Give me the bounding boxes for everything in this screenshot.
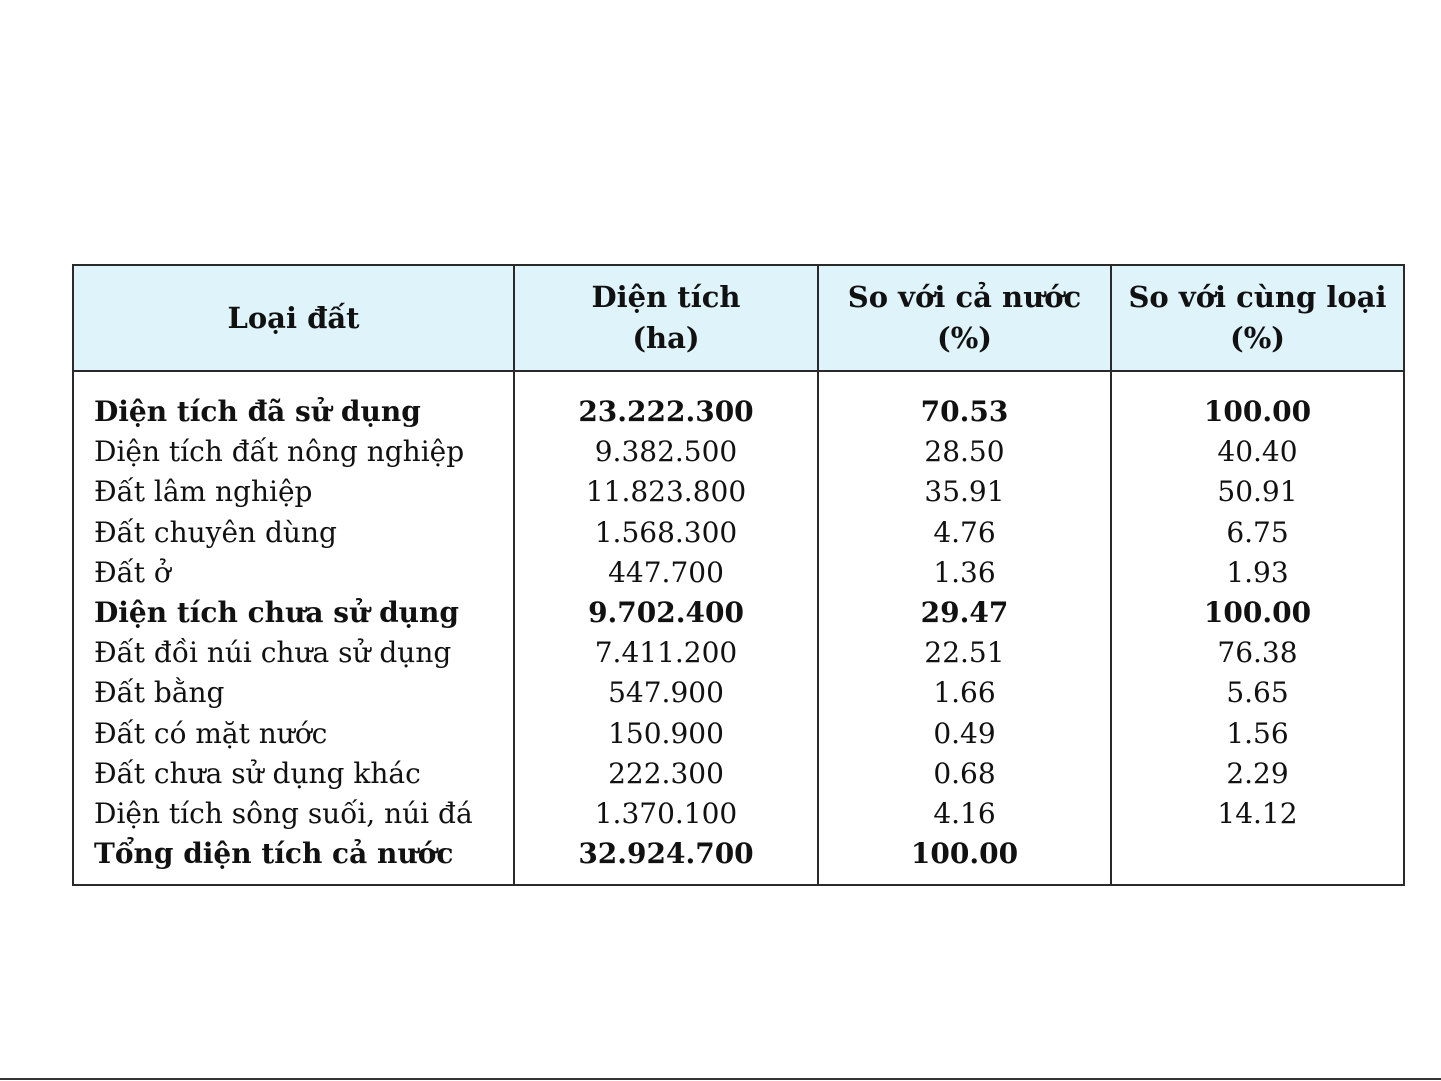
cell-pct-category: 76.38 xyxy=(1217,636,1298,670)
cell-area: 7.411.200 xyxy=(594,636,738,670)
cell-area: 447.700 xyxy=(608,555,724,589)
header-pct-category-unit: (%) xyxy=(1230,321,1285,355)
cell-area: 32.924.700 xyxy=(578,837,754,871)
header-area-label: Diện tích xyxy=(591,280,741,314)
header-pct-category xyxy=(1112,266,1403,370)
cell-pct-category: 6.75 xyxy=(1226,515,1289,549)
cell-area: 1.568.300 xyxy=(594,515,738,549)
cell-label: Đất lâm nghiệp xyxy=(94,475,313,509)
cell-pct-country: 29.47 xyxy=(920,595,1009,629)
cell-label: Diện tích đất nông nghiệp xyxy=(94,435,465,469)
cell-area: 9.382.500 xyxy=(594,435,738,469)
column-pct-category xyxy=(1112,372,1403,884)
cell-area: 11.823.800 xyxy=(585,475,747,509)
cell-label: Đất bằng xyxy=(94,676,225,710)
cell-pct-country: 0.68 xyxy=(933,756,996,790)
cell-pct-category xyxy=(1112,834,1403,874)
cell-pct-category: 14.12 xyxy=(1217,796,1298,830)
cell-pct-country: 0.49 xyxy=(933,716,996,750)
cell-pct-country: 70.53 xyxy=(920,395,1009,428)
land-use-table xyxy=(72,264,1405,886)
cell-label: Đất ở xyxy=(94,555,171,589)
cell-label: Đất chưa sử dụng khác xyxy=(94,756,421,790)
cell-pct-category: 1.93 xyxy=(1226,555,1289,589)
cell-pct-country: 100.00 xyxy=(910,837,1019,871)
cell-pct-country: 1.36 xyxy=(933,555,996,589)
cell-area: 150.900 xyxy=(608,716,724,750)
column-pct-country xyxy=(819,372,1112,884)
cell-pct-country: 28.50 xyxy=(924,435,1005,469)
cell-pct-country: 35.91 xyxy=(924,475,1005,509)
cell-area: 222.300 xyxy=(608,756,724,790)
cell-pct-category: 1.56 xyxy=(1226,716,1289,750)
cell-pct-country: 22.51 xyxy=(924,636,1005,670)
column-land-type xyxy=(74,372,515,884)
header-pct-category-label: So với cùng loại xyxy=(1128,280,1387,314)
cell-pct-category: 5.65 xyxy=(1226,676,1289,710)
cell-pct-category: 100.00 xyxy=(1203,395,1312,428)
cell-area: 23.222.300 xyxy=(578,395,754,428)
cell-pct-category: 2.29 xyxy=(1226,756,1289,790)
header-land-type-label: Loại đất xyxy=(227,300,360,335)
cell-pct-country: 4.16 xyxy=(933,796,996,830)
cell-label: Tổng diện tích cả nước xyxy=(94,837,454,871)
header-area-unit: (ha) xyxy=(632,321,700,355)
header-pct-country xyxy=(819,266,1112,370)
cell-pct-category: 50.91 xyxy=(1217,475,1298,509)
header-pct-country-label: So với cả nước xyxy=(847,280,1082,314)
header-pct-country-unit: (%) xyxy=(937,321,992,355)
column-area xyxy=(515,372,819,884)
table-body xyxy=(74,372,1403,884)
cell-pct-category: 40.40 xyxy=(1217,435,1298,469)
cell-area: 9.702.400 xyxy=(588,595,744,629)
cell-label: Diện tích chưa sử dụng xyxy=(94,595,459,629)
header-area xyxy=(515,266,819,370)
cell-pct-country: 4.76 xyxy=(933,515,996,549)
table-header xyxy=(74,266,1403,372)
cell-label: Diện tích đã sử dụng xyxy=(94,395,421,428)
header-land-type xyxy=(74,266,515,370)
cell-pct-category: 100.00 xyxy=(1203,595,1312,629)
cell-label: Diện tích sông suối, núi đá xyxy=(94,796,473,830)
cell-pct-country: 1.66 xyxy=(933,676,996,710)
cell-label: Đất chuyên dùng xyxy=(94,515,337,549)
cell-label: Đất có mặt nước xyxy=(94,716,328,750)
slide-bottom-divider xyxy=(0,1078,1441,1080)
cell-area: 547.900 xyxy=(608,676,724,710)
cell-area: 1.370.100 xyxy=(594,796,738,830)
cell-label: Đất đồi núi chưa sử dụng xyxy=(94,636,452,670)
